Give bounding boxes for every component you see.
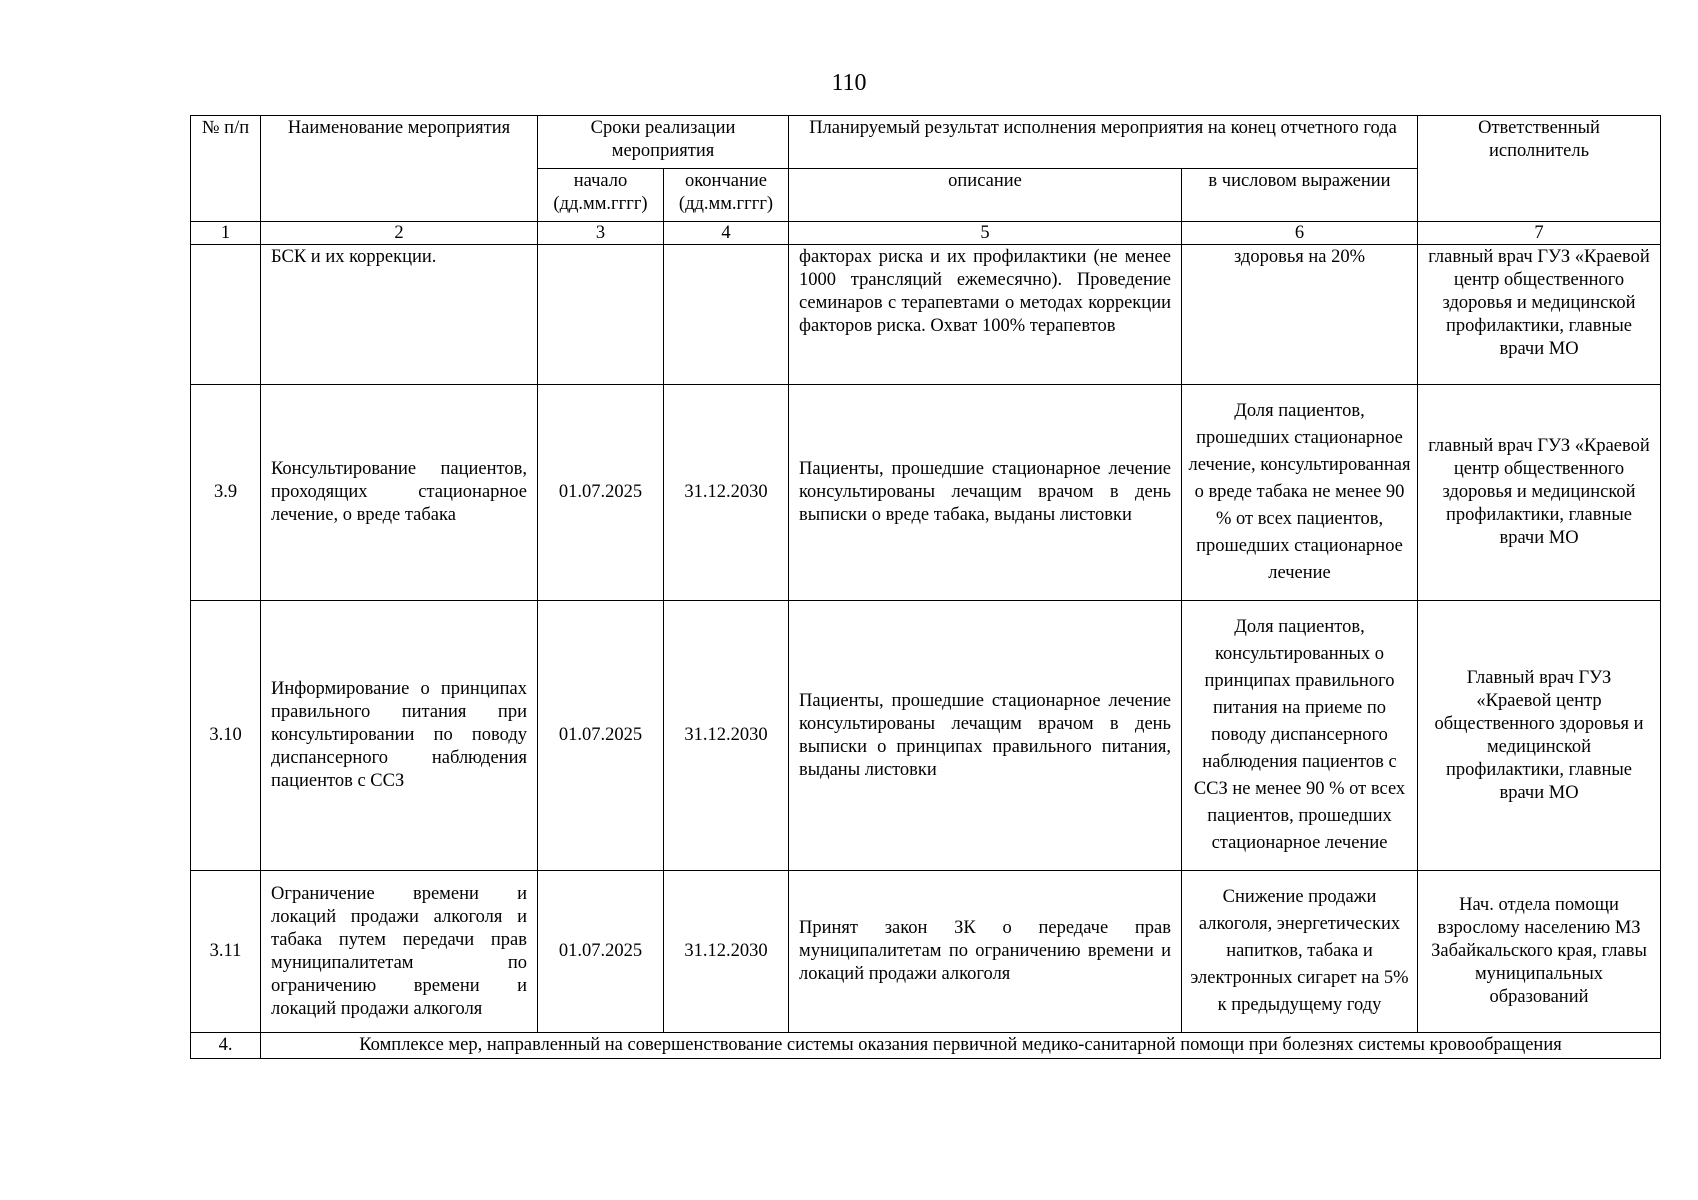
row-description: Пациенты, прошедшие стационарное лечение консультированы лечащим врачом в день выписки о вреде табака, выданы листовки	[789, 385, 1182, 601]
header-description: описание	[789, 169, 1182, 222]
section-no: 4.	[191, 1033, 261, 1059]
row-start	[538, 245, 664, 385]
table-row	[191, 385, 1661, 601]
header-row-1	[191, 116, 1661, 169]
measures-table	[190, 115, 1661, 1059]
col-number: 4	[664, 222, 789, 245]
row-numeric: здоровья на 20%	[1182, 245, 1418, 385]
row-responsible: Нач. отдела помощи взрослому населению МЗ Забайкальского края, главы муниципальных образований	[1418, 871, 1661, 1033]
row-no: 3.11	[191, 871, 261, 1033]
header-name: Наименование мероприятия	[261, 116, 538, 222]
col-number: 6	[1182, 222, 1418, 245]
table-row	[191, 245, 1661, 385]
row-description: факторах риска и их профилактики (не менее 1000 трансляций ежемесячно). Проведение семинаров с терапевтами о методах коррекции факторов риска. Охват 100% терапевтов	[789, 245, 1182, 385]
header-no: № п/п	[191, 116, 261, 222]
header-start: начало (дд.мм.гггг)	[538, 169, 664, 222]
col-number: 5	[789, 222, 1182, 245]
header-numeric: в числовом выражении	[1182, 169, 1418, 222]
col-number: 2	[261, 222, 538, 245]
section-row	[191, 1033, 1661, 1059]
row-name: Консультирование пациентов, проходящих стационарное лечение, о вреде табака	[261, 385, 538, 601]
row-responsible: главный врач ГУЗ «Краевой центр общественного здоровья и медицинской профилактики, главные врачи МО	[1418, 385, 1661, 601]
header-terms: Сроки реализации мероприятия	[538, 116, 789, 169]
header-end: окончание (дд.мм.гггг)	[664, 169, 789, 222]
row-end: 31.12.2030	[664, 601, 789, 871]
row-no	[191, 245, 261, 385]
row-numeric: Снижение продажи алкоголя, энергетических напитков, табака и электронных сигарет на 5% к предыдущему году	[1182, 871, 1418, 1033]
row-end	[664, 245, 789, 385]
table-row	[191, 871, 1661, 1033]
row-name: БСК и их коррекции.	[261, 245, 538, 385]
col-number: 1	[191, 222, 261, 245]
row-start: 01.07.2025	[538, 601, 664, 871]
row-description: Принят закон ЗК о передаче прав муниципалитетам по ограничению времени и локаций продажи алкоголя	[789, 871, 1182, 1033]
row-start: 01.07.2025	[538, 871, 664, 1033]
row-name: Информирование о принципах правильного питания при консультировании по поводу диспансерного наблюдения пациентов с ССЗ	[261, 601, 538, 871]
header-result: Планируемый результат исполнения мероприятия на конец отчетного года	[789, 116, 1418, 169]
section-title: Комплексе мер, направленный на совершенствование системы оказания первичной медико-санитарной помощи при болезнях системы кровообращения	[261, 1033, 1661, 1059]
row-no: 3.10	[191, 601, 261, 871]
col-number: 7	[1418, 222, 1661, 245]
row-numeric: Доля пациентов, прошедших стационарное лечение, консультированная о вреде табака не менее 90 % от всех пациентов, прошедших стационарное лечение	[1182, 385, 1418, 601]
row-end: 31.12.2030	[664, 871, 789, 1033]
page-number: 110	[831, 70, 867, 96]
table-row	[191, 601, 1661, 871]
row-name: Ограничение времени и локаций продажи алкоголя и табака путем передачи прав муниципалитетам по ограничению времени и локаций продажи алкоголя	[261, 871, 538, 1033]
row-no: 3.9	[191, 385, 261, 601]
header-responsible: Ответственный исполнитель	[1418, 116, 1661, 222]
row-numeric: Доля пациентов, консультированных о принципах правильного питания на приеме по поводу диспансерного наблюдения пациентов с ССЗ не менее 90 % от всех пациентов, прошедших стационарное лечение	[1182, 601, 1418, 871]
row-description: Пациенты, прошедшие стационарное лечение консультированы лечащим врачом в день выписки о принципах правильного питания, выданы листовки	[789, 601, 1182, 871]
col-number: 3	[538, 222, 664, 245]
row-responsible: главный врач ГУЗ «Краевой центр общественного здоровья и медицинской профилактики, главные врачи МО	[1418, 245, 1661, 385]
row-start: 01.07.2025	[538, 385, 664, 601]
row-responsible: Главный врач ГУЗ «Краевой центр общественного здоровья и медицинской профилактики, главные врачи МО	[1418, 601, 1661, 871]
row-end: 31.12.2030	[664, 385, 789, 601]
column-numbers-row	[191, 222, 1661, 245]
